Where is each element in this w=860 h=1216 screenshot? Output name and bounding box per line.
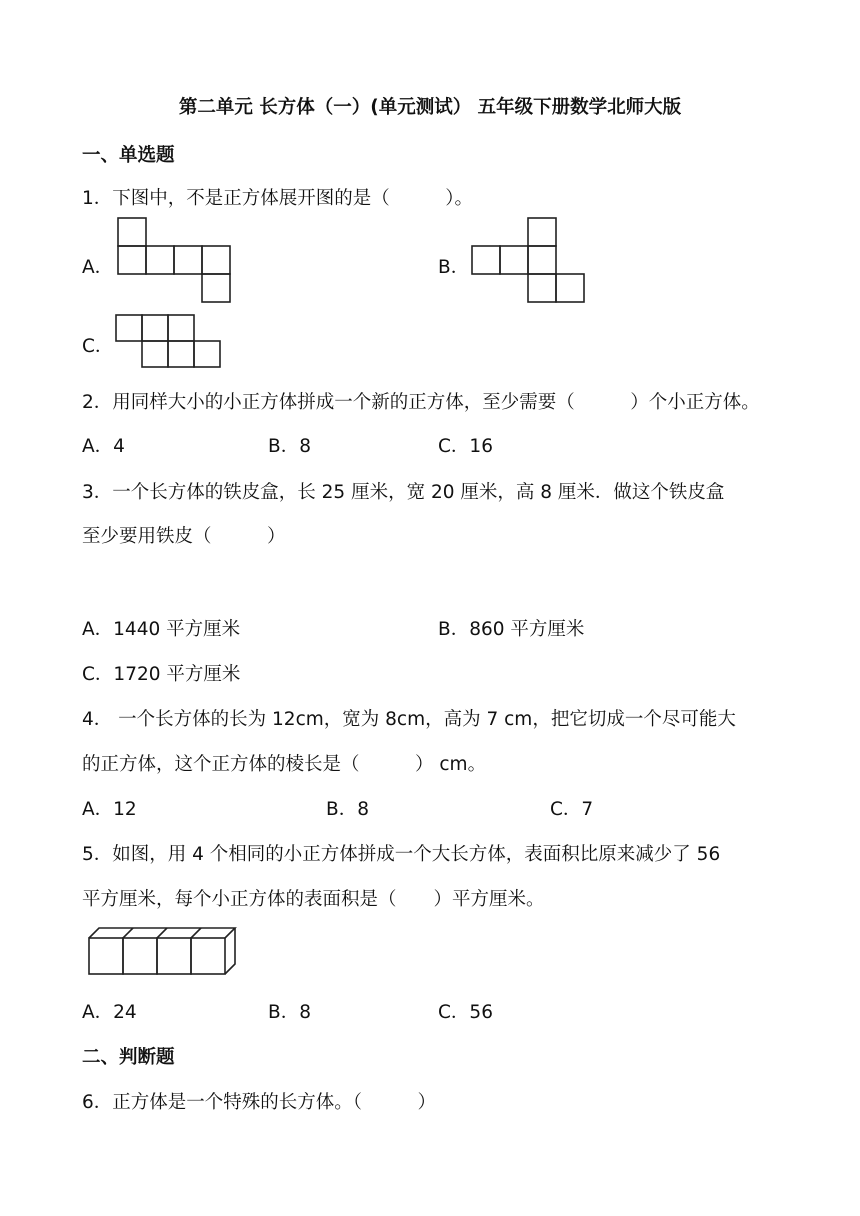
net-c-square — [142, 315, 168, 341]
net-a-square — [146, 246, 174, 274]
net-b-square — [472, 246, 500, 274]
question-3-option-b[interactable]: B．860 平方厘米 — [438, 619, 585, 640]
cube-net-figure-c — [112, 312, 226, 372]
net-b-square — [556, 274, 584, 302]
cube-front-face — [157, 938, 191, 974]
cube-top-divider — [123, 928, 133, 938]
net-c-square — [194, 341, 220, 367]
question-3-option-c[interactable]: C．1720 平方厘米 — [82, 664, 241, 685]
question-2-option-b[interactable]: B．8 — [268, 436, 311, 457]
cube-top-divider — [157, 928, 167, 938]
question-6-stem: 6．正方体是一个特殊的长方体。（ ） — [82, 1092, 437, 1113]
cube-front-face — [191, 938, 225, 974]
net-c-square — [116, 315, 142, 341]
question-5-stem-line-1: 5．如图，用 4 个相同的小正方体拼成一个大长方体，表面积比原来减少了 56 — [82, 844, 721, 865]
net-a-square — [118, 218, 146, 246]
net-a-square — [202, 274, 230, 302]
question-4-option-a[interactable]: A．12 — [82, 799, 137, 820]
cube-front-face — [89, 938, 123, 974]
section-heading-true-false: 二、判断题 — [82, 1047, 175, 1068]
question-4-stem-line-2: 的正方体，这个正方体的棱长是（ ） cm。 — [82, 754, 487, 775]
question-3-stem-line-2: 至少要用铁皮（ ） — [82, 526, 286, 547]
question-4-option-c[interactable]: C．7 — [550, 799, 594, 820]
net-b-square — [500, 246, 528, 274]
cube-top-divider — [191, 928, 201, 938]
net-a-square — [174, 246, 202, 274]
net-c-square — [142, 341, 168, 367]
net-a-square — [118, 246, 146, 274]
question-1-option-b-label[interactable]: B． — [438, 257, 470, 278]
question-2-stem: 2．用同样大小的小正方体拼成一个新的正方体，至少需要（ ）个小正方体。 — [82, 392, 760, 413]
cuboid-right-side — [225, 928, 235, 974]
question-3-stem-line-1: 3．一个长方体的铁皮盒，长 25 厘米，宽 20 厘米，高 8 厘米．做这个铁皮盒 — [82, 482, 725, 503]
net-b-square — [528, 218, 556, 246]
four-cubes-cuboid-figure — [86, 924, 242, 978]
question-3-option-a[interactable]: A．1440 平方厘米 — [82, 619, 241, 640]
cube-net-figure-a — [112, 214, 236, 306]
net-c-square — [168, 315, 194, 341]
question-1-stem: 1．下图中，不是正方体展开图的是（ ）。 — [82, 188, 474, 209]
cube-net-figure-b — [466, 214, 590, 306]
question-5-option-a[interactable]: A．24 — [82, 1002, 137, 1023]
page-title: 第二单元 长方体（一）(单元测试） 五年级下册数学北师大版 — [178, 97, 682, 118]
question-5-option-c[interactable]: C．56 — [438, 1002, 493, 1023]
question-1-option-a-label[interactable]: A． — [82, 257, 114, 278]
section-heading-single-choice: 一、单选题 — [82, 145, 175, 166]
question-5-stem-line-2: 平方厘米，每个小正方体的表面积是（ ）平方厘米。 — [82, 889, 545, 910]
question-2-option-c[interactable]: C．16 — [438, 436, 493, 457]
question-1-option-c-label[interactable]: C． — [82, 336, 114, 357]
net-b-square — [528, 246, 556, 274]
question-5-option-b[interactable]: B．8 — [268, 1002, 311, 1023]
cube-front-face — [123, 938, 157, 974]
net-b-square — [528, 274, 556, 302]
net-a-square — [202, 246, 230, 274]
net-c-square — [168, 341, 194, 367]
question-4-option-b[interactable]: B．8 — [326, 799, 369, 820]
question-2-option-a[interactable]: A．4 — [82, 436, 125, 457]
question-4-stem-line-1: 4． 一个长方体的长为 12cm，宽为 8cm，高为 7 cm，把它切成一个尽可能大 — [82, 709, 736, 730]
